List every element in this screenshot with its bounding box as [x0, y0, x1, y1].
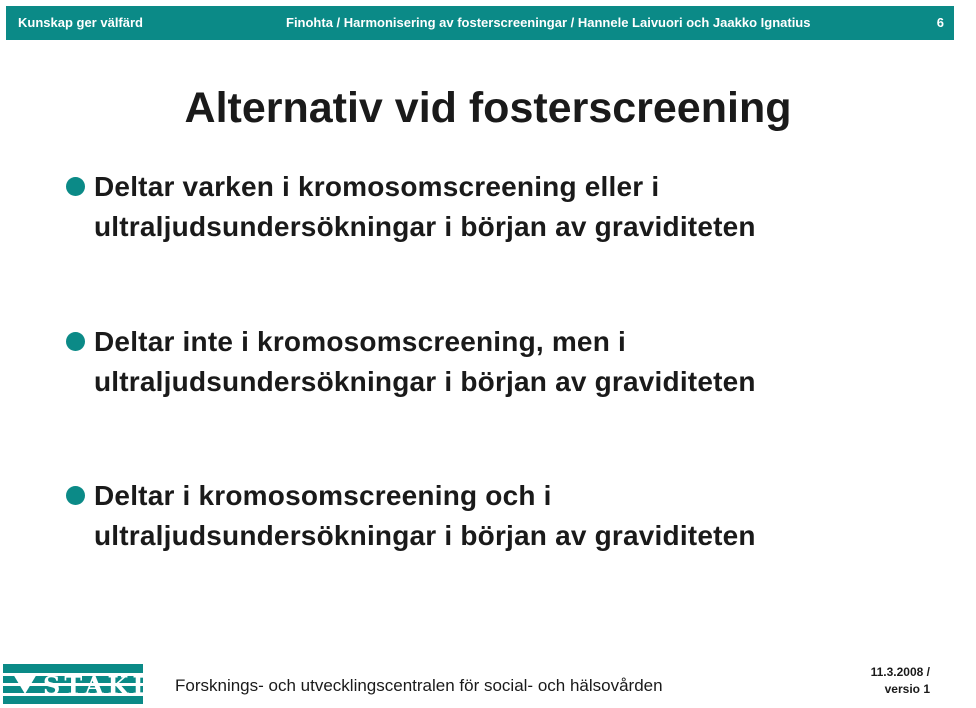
- bullet-dot-icon: [66, 332, 85, 351]
- header-bar: [6, 6, 954, 40]
- logo-text: STAKES: [43, 671, 176, 700]
- bullet-dot-icon: [66, 177, 85, 196]
- bullet-dot-icon: [66, 486, 85, 505]
- bullet-line: ultraljudsundersökningar i början av graviditeten: [94, 366, 756, 397]
- bullet-line: ultraljudsundersökningar i början av graviditeten: [94, 520, 756, 551]
- page-title: Alternativ vid fosterscreening: [184, 84, 792, 132]
- stakes-logo: [3, 664, 176, 704]
- footer-date: 11.3.2008 /: [870, 665, 930, 679]
- page-number: 6: [936, 15, 944, 30]
- footer-organization: Forsknings- och utvecklingscentralen för social- och hälsovården: [175, 676, 663, 695]
- bullet-line: Deltar inte i kromosomscreening, men i: [94, 326, 626, 357]
- header-org: Kunskap ger välfärd: [18, 15, 143, 30]
- footer-date-version: [840, 664, 930, 698]
- bullet-line: Deltar i kromosomscreening och i: [94, 480, 552, 511]
- logo-v-icon: [13, 674, 37, 694]
- bullet-line: ultraljudsundersökningar i början av graviditeten: [94, 211, 756, 242]
- bullet-text: [94, 476, 924, 556]
- bullet-text: [94, 322, 924, 402]
- bullet-line: Deltar varken i kromosomscreening eller i: [94, 171, 660, 202]
- bullet-text: [94, 167, 924, 247]
- footer-version: versio 1: [884, 682, 930, 696]
- breadcrumb: Finohta / Harmonisering av fosterscreeningar / Hannele Laivuori och Jaakko Ignatius: [286, 15, 811, 30]
